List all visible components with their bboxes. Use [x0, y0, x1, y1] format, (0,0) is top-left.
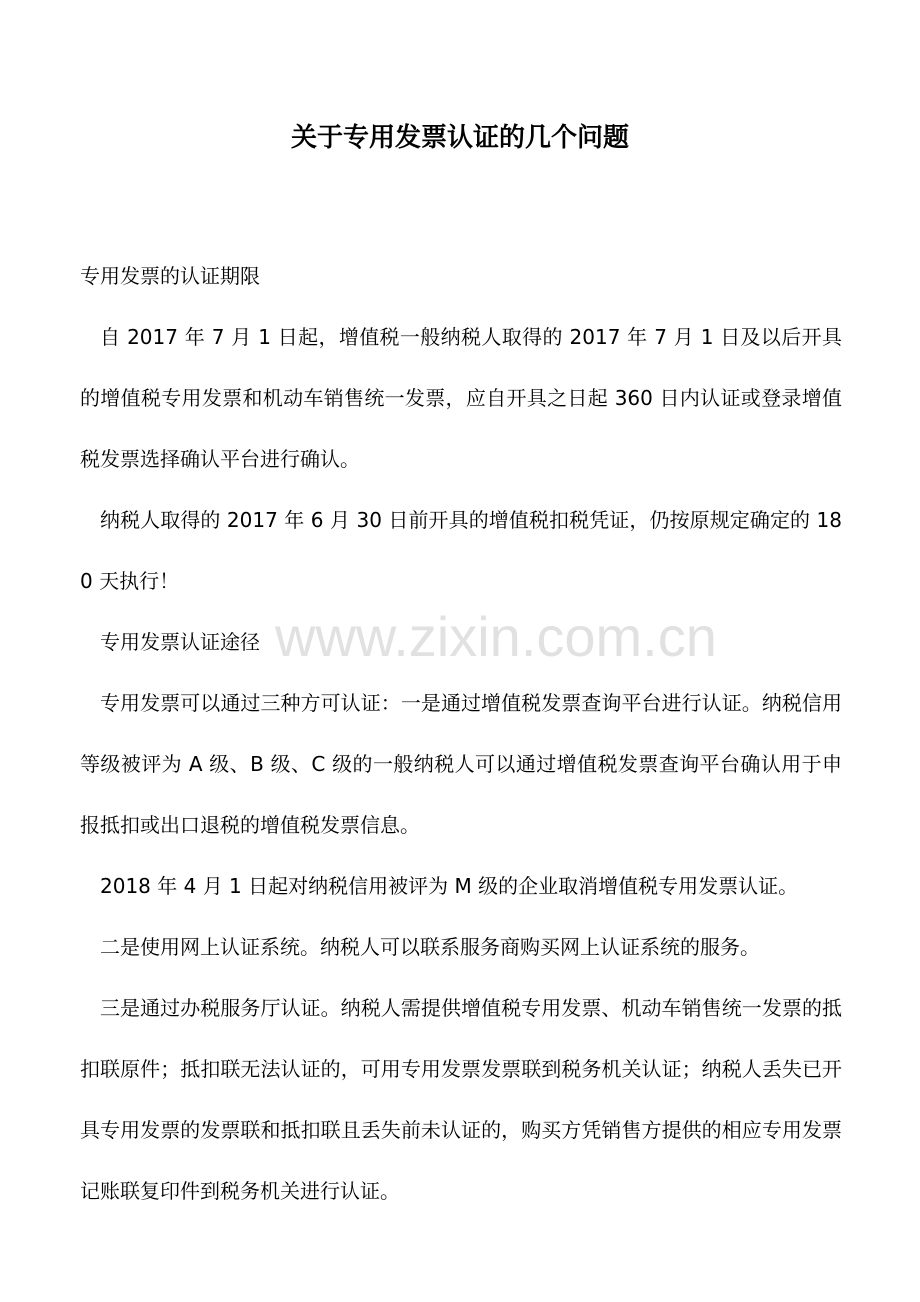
paragraph-method-one: 专用发票可以通过三种方可认证：一是通过增值税发票查询平台进行认证。纳税信用等级被评为 A 级、B 级、C 级的一般纳税人可以通过增值税发票查询平台确认用于申报抵扣或出口退税的增值税发票信息。	[80, 691, 842, 837]
paragraph-m-level-rule: 2018 年 4 月 1 日起对纳税信用被评为 M 级的企业取消增值税专用发票认证。	[100, 874, 799, 898]
section-heading-period: 专用发票的认证期限	[80, 264, 260, 288]
section-heading-methods: 专用发票认证途径	[100, 630, 260, 654]
paragraph-period-rule: 自 2017 年 7 月 1 日起，增值税一般纳税人取得的 2017 年 7 月 1 日及以后开具的增值税专用发票和机动车销售统一发票，应自开具之日起 360 日内认证或登录增值税发票选择确认平台进行确认。	[80, 325, 842, 471]
paragraph-period-legacy: 纳税人取得的 2017 年 6 月 30 日前开具的增值税扣税凭证，仍按原规定确定的 180 天执行！	[80, 508, 842, 593]
watermark-text: www.zixin.com.cn	[275, 605, 717, 668]
paragraph-method-three: 三是通过办税服务厅认证。纳税人需提供增值税专用发票、机动车销售统一发票的抵扣联原件；抵扣联无法认证的，可用专用发票发票联到税务机关认证；纳税人丢失已开具专用发票的发票联和抵扣联且丢失前未认证的，购买方凭销售方提供的相应专用发票记账联复印件到税务机关进行认证。	[80, 996, 842, 1203]
paragraph-method-two: 二是使用网上认证系统。纳税人可以联系服务商购买网上认证系统的服务。	[100, 935, 760, 959]
document-body	[80, 246, 842, 1222]
document-title: 关于专用发票认证的几个问题	[290, 123, 629, 153]
